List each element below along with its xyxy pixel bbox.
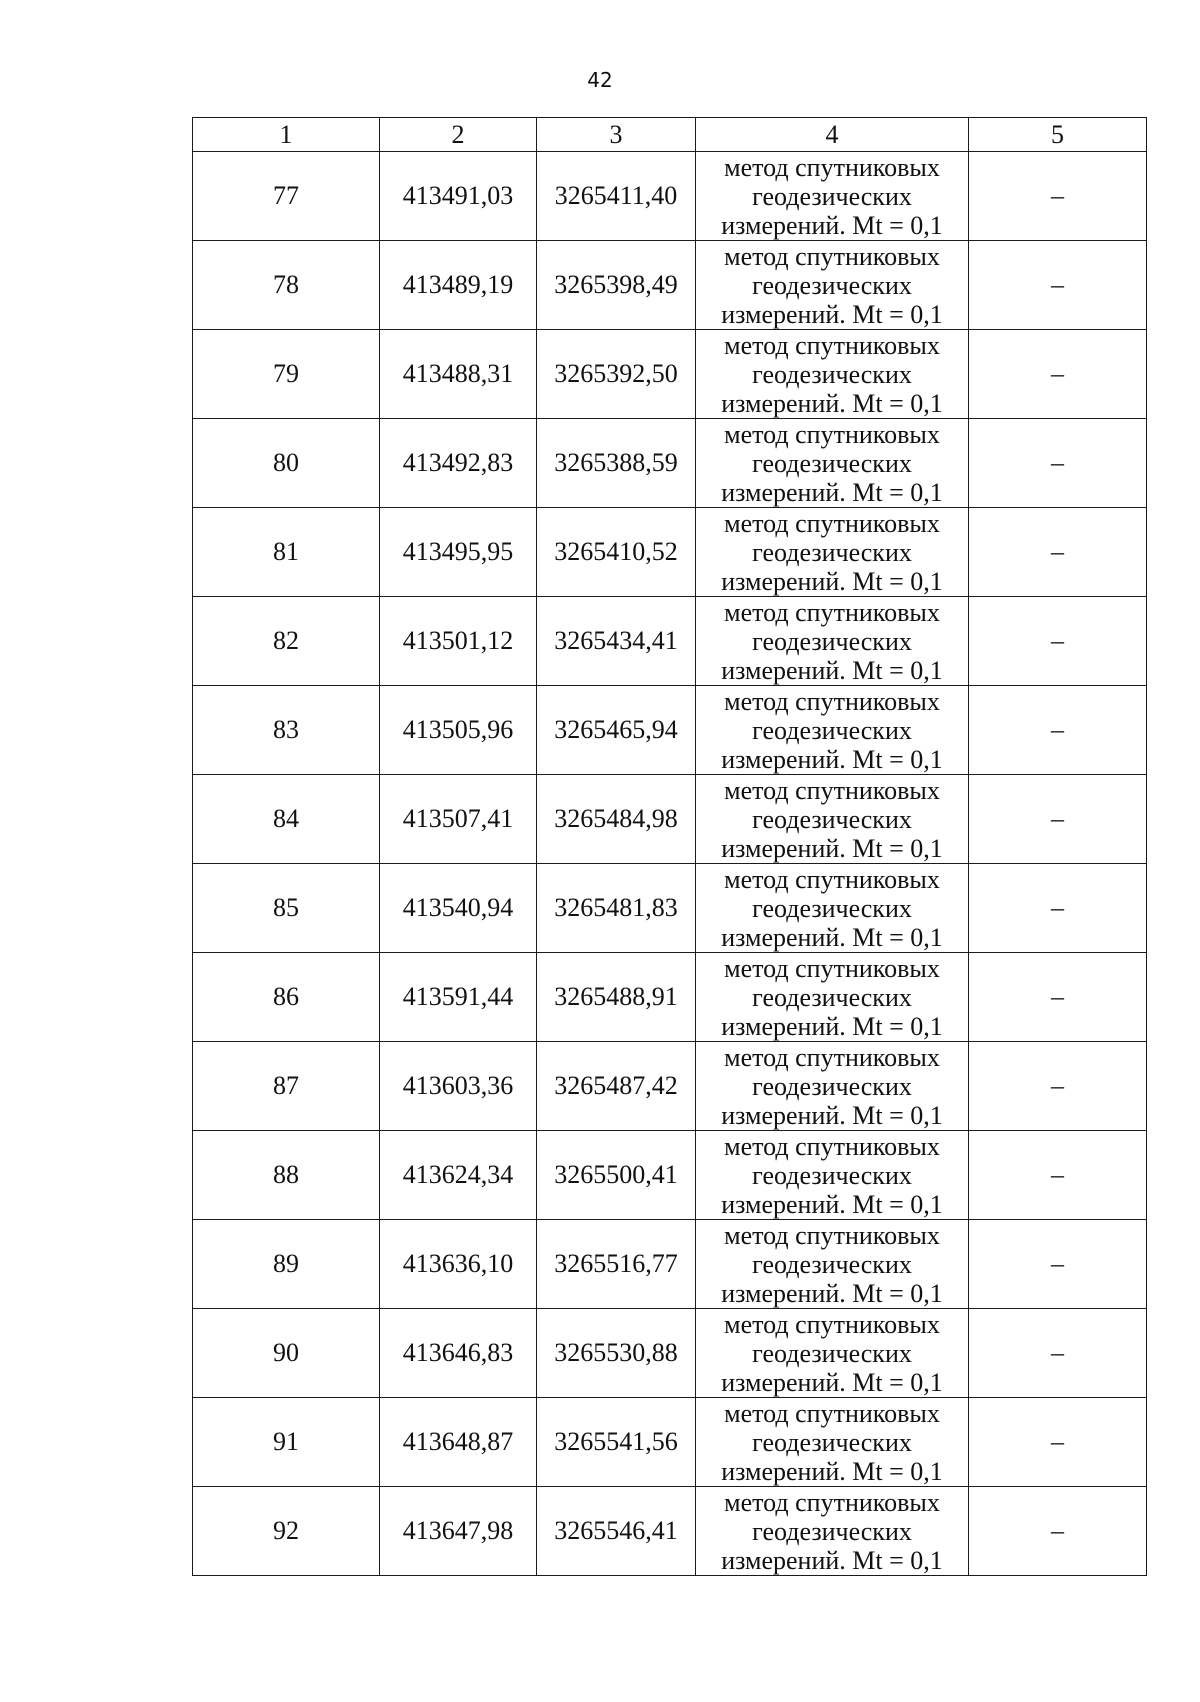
description-cell: – — [969, 508, 1147, 597]
table-row — [193, 1042, 1147, 1131]
header-col-3: 3 — [537, 118, 696, 152]
description-cell: – — [969, 241, 1147, 330]
description-cell: – — [969, 419, 1147, 508]
method-line: измерений. Mt = 0,1 — [721, 1189, 943, 1219]
method-line: геодезических — [752, 804, 912, 834]
y-coordinate-cell: 3265398,49 — [537, 241, 696, 330]
table-row — [193, 241, 1147, 330]
description-cell: – — [969, 953, 1147, 1042]
table-row — [193, 686, 1147, 775]
method-cell — [696, 241, 969, 330]
table-row — [193, 864, 1147, 953]
point-number-cell: 86 — [193, 953, 380, 1042]
coordinates-table — [192, 117, 1147, 1576]
method-line: метод спутниковых — [724, 864, 940, 894]
method-line: измерений. Mt = 0,1 — [721, 1011, 943, 1041]
point-number-cell: 78 — [193, 241, 380, 330]
method-line: измерений. Mt = 0,1 — [721, 922, 943, 952]
description-cell: – — [969, 1131, 1147, 1220]
y-coordinate-cell: 3265541,56 — [537, 1398, 696, 1487]
header-col-5: 5 — [969, 118, 1147, 152]
method-line: метод спутниковых — [724, 597, 940, 627]
method-line: геодезических — [752, 448, 912, 478]
x-coordinate-cell: 413624,34 — [380, 1131, 537, 1220]
table-row — [193, 953, 1147, 1042]
description-cell: – — [969, 152, 1147, 241]
method-cell — [696, 1042, 969, 1131]
method-line: геодезических — [752, 982, 912, 1012]
description-cell: – — [969, 597, 1147, 686]
x-coordinate-cell: 413540,94 — [380, 864, 537, 953]
method-line: геодезических — [752, 1427, 912, 1457]
method-cell — [696, 597, 969, 686]
y-coordinate-cell: 3265546,41 — [537, 1487, 696, 1576]
method-cell — [696, 864, 969, 953]
description-cell: – — [969, 330, 1147, 419]
x-coordinate-cell: 413491,03 — [380, 152, 537, 241]
method-line: измерений. Mt = 0,1 — [721, 744, 943, 774]
method-line: измерений. Mt = 0,1 — [721, 1456, 943, 1486]
table-body — [193, 152, 1147, 1576]
method-line: геодезических — [752, 1071, 912, 1101]
point-number-cell: 80 — [193, 419, 380, 508]
y-coordinate-cell: 3265434,41 — [537, 597, 696, 686]
x-coordinate-cell: 413647,98 — [380, 1487, 537, 1576]
method-line: метод спутниковых — [724, 1309, 940, 1339]
table-row — [193, 1309, 1147, 1398]
method-line: измерений. Mt = 0,1 — [721, 566, 943, 596]
page-number: 42 — [587, 68, 613, 92]
method-line: метод спутниковых — [724, 419, 940, 449]
method-line: геодезических — [752, 1516, 912, 1546]
point-number-cell: 88 — [193, 1131, 380, 1220]
y-coordinate-cell: 3265481,83 — [537, 864, 696, 953]
x-coordinate-cell: 413646,83 — [380, 1309, 537, 1398]
table-row — [193, 419, 1147, 508]
method-line: измерений. Mt = 0,1 — [721, 833, 943, 863]
point-number-cell: 82 — [193, 597, 380, 686]
point-number-cell: 84 — [193, 775, 380, 864]
method-cell — [696, 686, 969, 775]
method-line: геодезических — [752, 1160, 912, 1190]
method-line: метод спутниковых — [724, 1220, 940, 1250]
x-coordinate-cell: 413591,44 — [380, 953, 537, 1042]
y-coordinate-cell: 3265500,41 — [537, 1131, 696, 1220]
method-line: измерений. Mt = 0,1 — [721, 655, 943, 685]
method-cell — [696, 330, 969, 419]
x-coordinate-cell: 413495,95 — [380, 508, 537, 597]
table-row — [193, 152, 1147, 241]
y-coordinate-cell: 3265465,94 — [537, 686, 696, 775]
description-cell: – — [969, 864, 1147, 953]
table-row — [193, 1398, 1147, 1487]
description-cell: – — [969, 686, 1147, 775]
method-cell — [696, 953, 969, 1042]
table-row — [193, 330, 1147, 419]
header-row — [193, 118, 1147, 152]
method-line: метод спутниковых — [724, 1487, 940, 1517]
method-line: измерений. Mt = 0,1 — [721, 388, 943, 418]
method-line: метод спутниковых — [724, 508, 940, 538]
description-cell: – — [969, 1487, 1147, 1576]
header-col-4: 4 — [696, 118, 969, 152]
method-line: измерений. Mt = 0,1 — [721, 1367, 943, 1397]
point-number-cell: 79 — [193, 330, 380, 419]
method-cell — [696, 1309, 969, 1398]
y-coordinate-cell: 3265388,59 — [537, 419, 696, 508]
y-coordinate-cell: 3265487,42 — [537, 1042, 696, 1131]
method-line: геодезических — [752, 626, 912, 656]
y-coordinate-cell: 3265530,88 — [537, 1309, 696, 1398]
point-number-cell: 83 — [193, 686, 380, 775]
x-coordinate-cell: 413603,36 — [380, 1042, 537, 1131]
header-col-2: 2 — [380, 118, 537, 152]
method-line: метод спутниковых — [724, 953, 940, 983]
method-line: геодезических — [752, 181, 912, 211]
method-line: геодезических — [752, 359, 912, 389]
method-cell — [696, 775, 969, 864]
method-line: метод спутниковых — [724, 1131, 940, 1161]
method-cell — [696, 508, 969, 597]
x-coordinate-cell: 413488,31 — [380, 330, 537, 419]
method-cell — [696, 1220, 969, 1309]
method-line: метод спутниковых — [724, 775, 940, 805]
method-line: измерений. Mt = 0,1 — [721, 1278, 943, 1308]
table-row — [193, 775, 1147, 864]
y-coordinate-cell: 3265488,91 — [537, 953, 696, 1042]
point-number-cell: 91 — [193, 1398, 380, 1487]
method-cell — [696, 1131, 969, 1220]
point-number-cell: 90 — [193, 1309, 380, 1398]
method-line: геодезических — [752, 270, 912, 300]
description-cell: – — [969, 1398, 1147, 1487]
description-cell: – — [969, 1220, 1147, 1309]
y-coordinate-cell: 3265410,52 — [537, 508, 696, 597]
point-number-cell: 92 — [193, 1487, 380, 1576]
x-coordinate-cell: 413636,10 — [380, 1220, 537, 1309]
point-number-cell: 85 — [193, 864, 380, 953]
description-cell: – — [969, 775, 1147, 864]
method-line: метод спутниковых — [724, 241, 940, 271]
table-row — [193, 508, 1147, 597]
method-line: геодезических — [752, 1249, 912, 1279]
point-number-cell: 89 — [193, 1220, 380, 1309]
table-row — [193, 1131, 1147, 1220]
x-coordinate-cell: 413648,87 — [380, 1398, 537, 1487]
method-cell — [696, 1487, 969, 1576]
method-line: метод спутниковых — [724, 330, 940, 360]
x-coordinate-cell: 413505,96 — [380, 686, 537, 775]
method-cell — [696, 1398, 969, 1487]
method-line: геодезических — [752, 715, 912, 745]
method-line: измерений. Mt = 0,1 — [721, 1545, 943, 1575]
y-coordinate-cell: 3265516,77 — [537, 1220, 696, 1309]
method-line: метод спутниковых — [724, 152, 940, 182]
header-col-1: 1 — [193, 118, 380, 152]
method-line: измерений. Mt = 0,1 — [721, 1100, 943, 1130]
method-line: измерений. Mt = 0,1 — [721, 477, 943, 507]
y-coordinate-cell: 3265484,98 — [537, 775, 696, 864]
method-line: измерений. Mt = 0,1 — [721, 210, 943, 240]
y-coordinate-cell: 3265411,40 — [537, 152, 696, 241]
x-coordinate-cell: 413489,19 — [380, 241, 537, 330]
method-line: геодезических — [752, 1338, 912, 1368]
method-cell — [696, 152, 969, 241]
x-coordinate-cell: 413492,83 — [380, 419, 537, 508]
method-line: геодезических — [752, 893, 912, 923]
x-coordinate-cell: 413501,12 — [380, 597, 537, 686]
table-row — [193, 1220, 1147, 1309]
point-number-cell: 77 — [193, 152, 380, 241]
description-cell: – — [969, 1042, 1147, 1131]
method-line: геодезических — [752, 537, 912, 567]
description-cell: – — [969, 1309, 1147, 1398]
table-row — [193, 597, 1147, 686]
method-cell — [696, 419, 969, 508]
method-line: метод спутниковых — [724, 686, 940, 716]
method-line: измерений. Mt = 0,1 — [721, 299, 943, 329]
y-coordinate-cell: 3265392,50 — [537, 330, 696, 419]
method-line: метод спутниковых — [724, 1042, 940, 1072]
method-line: метод спутниковых — [724, 1398, 940, 1428]
point-number-cell: 81 — [193, 508, 380, 597]
x-coordinate-cell: 413507,41 — [380, 775, 537, 864]
point-number-cell: 87 — [193, 1042, 380, 1131]
table-row — [193, 1487, 1147, 1576]
